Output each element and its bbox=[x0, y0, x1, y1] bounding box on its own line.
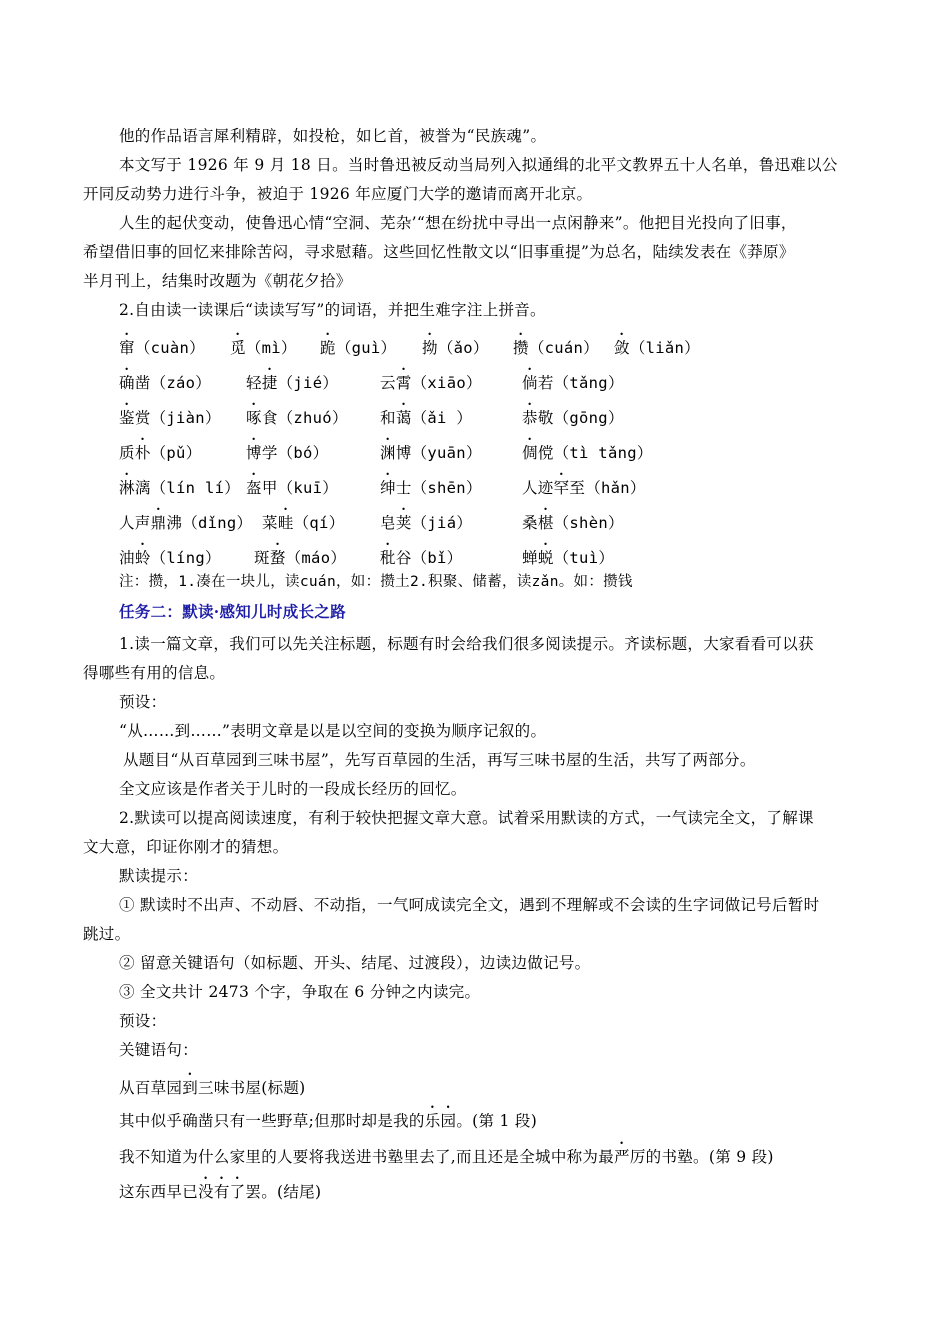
tip-one-line-1: ① 默读时不出声、不动唇、不动指，一气呵成读完全文，遇到不理解或不会读的生字词做记号后暂时 bbox=[119, 896, 820, 914]
vocab-word: 绅士（shēn） bbox=[380, 479, 482, 497]
vocab-word: 博学（bó） bbox=[246, 444, 329, 462]
vocab-word: 倘若（tǎng） bbox=[522, 374, 624, 392]
key-sentences-label: 关键语句： bbox=[119, 1041, 199, 1059]
tip-one-line-2: 跳过。 bbox=[83, 925, 131, 943]
key-sentence-opening: 其中似乎确凿只有一些野草;但那时却是我的乐园。(第 1 段) bbox=[119, 1112, 538, 1130]
vocab-word: 攒（cuán） bbox=[513, 339, 599, 357]
vocab-note: 注：攒，1.凑在一块儿，读cuán，如：攒土2.积聚、储蓄，读zǎn。如：攒钱 bbox=[119, 574, 633, 590]
paragraph-lu-xun-style: 他的作品语言犀利精辟，如投枪，如匕首，被誉为“民族魂”。 bbox=[119, 127, 547, 145]
vocab-word: 油蛉（líng） bbox=[119, 549, 221, 567]
tip-two: ② 留意关键语句（如标题、开头、结尾、过渡段），边读边做记号。 bbox=[119, 954, 591, 972]
question-one-line-2: 得哪些有用的信息。 bbox=[83, 664, 226, 682]
key-sentence-transition: 我不知道为什么家里的人要将我送进书塾里去了,而且还是全城中称为最严厉的书塾。(第 9 段) bbox=[119, 1148, 774, 1166]
paragraph-background-2: 开同反动势力进行斗争，被迫于 1926 年应厦门大学的邀请而离开北京。 bbox=[83, 185, 593, 203]
vocab-word: 人声鼎沸（dǐng） bbox=[119, 514, 253, 532]
vocab-word: 和蔼（ǎi ） bbox=[380, 409, 473, 427]
vocab-instruction: 2.自由读一读课后“读读写写”的词语，并把生难字注上拼音。 bbox=[119, 301, 546, 319]
vocab-word: 蝉蜕（tuì） bbox=[522, 549, 615, 567]
silent-reading-tips-label: 默读提示： bbox=[119, 867, 199, 885]
vocab-word: 轻捷（jié） bbox=[246, 374, 339, 392]
vocab-word: 啄食（zhuó） bbox=[246, 409, 348, 427]
vocab-word: 质朴（pǔ） bbox=[119, 444, 202, 462]
answer-two-parts: 从题目“从百草园到三味书屋”，先写百草园的生活，再写三味书屋的生活，共写了两部分。 bbox=[123, 751, 756, 769]
paragraph-mood-1: 人生的起伏变动，使鲁迅心情“空洞、芜杂’“想在纷扰中寻出一点闲静来”。他把目光投向了旧事， bbox=[119, 214, 797, 232]
answer-memory: 全文应该是作者关于儿时的一段成长经历的回忆。 bbox=[119, 780, 467, 798]
vocab-word: 确凿（záo） bbox=[119, 374, 212, 392]
vocab-word: 盔甲（kuī） bbox=[246, 479, 339, 497]
preset-label: 预设： bbox=[119, 693, 167, 711]
vocab-word: 倜傥（tì tǎng） bbox=[522, 444, 653, 462]
vocab-word: 淋漓（lín lí） bbox=[119, 479, 241, 497]
paragraph-mood-3: 半月刊上，结集时改题为《朝花夕拾》 bbox=[83, 272, 352, 290]
task-two-heading: 任务二：默读·感知儿时成长之路 bbox=[119, 602, 346, 621]
vocab-word: 鉴赏（jiàn） bbox=[119, 409, 221, 427]
vocab-word: 敛（liǎn） bbox=[614, 339, 700, 357]
vocab-word: 窜（cuàn） bbox=[119, 339, 205, 357]
vocab-word: 菜畦（qí） bbox=[262, 514, 345, 532]
vocab-word: 觅（mì） bbox=[230, 339, 297, 357]
paragraph-background-1: 本文写于 1926 年 9 月 18 日。当时鲁迅被反动当局列入拟通缉的北平文教界五十人名单，鲁迅难以公 bbox=[119, 156, 838, 174]
vocab-word: 人迹罕至（hǎn） bbox=[522, 479, 646, 497]
vocab-word: 秕谷（bǐ） bbox=[380, 549, 463, 567]
answer-from-to: “从……到……”表明文章是以是以空间的变换为顺序记叙的。 bbox=[119, 722, 547, 740]
vocab-word: 斑蝥（máo） bbox=[254, 549, 347, 567]
key-sentence-title: 从百草园到三味书屋(标题) bbox=[119, 1079, 306, 1097]
tip-three: ③ 全文共计 2473 个字，争取在 6 分钟之内读完。 bbox=[119, 983, 481, 1001]
key-sentence-ending: 这东西早已没有了罢。(结尾) bbox=[119, 1183, 322, 1201]
vocab-word: 拗（ǎo） bbox=[422, 339, 489, 357]
question-one-line-1: 1.读一篇文章，我们可以先关注标题，标题有时会给我们很多阅读提示。齐读标题，大家看看可以获 bbox=[119, 635, 814, 653]
question-two-line-2: 文大意，印证你刚才的猜想。 bbox=[83, 838, 289, 856]
vocab-word: 渊博（yuān） bbox=[380, 444, 482, 462]
preset-label-2: 预设： bbox=[119, 1012, 167, 1030]
vocab-word: 皂荚（jiá） bbox=[380, 514, 473, 532]
question-two-line-1: 2.默读可以提高阅读速度，有利于较快把握文章大意。试着采用默读的方式，一气读完全文，了解课 bbox=[119, 809, 814, 827]
paragraph-mood-2: 希望借旧事的回忆来排除苦闷，寻求慰藉。这些回忆性散文以“旧事重提”为总名，陆续发表在《莽原》 bbox=[83, 243, 795, 261]
vocab-word: 跪（guì） bbox=[320, 339, 397, 357]
vocab-word: 云霄（xiāo） bbox=[380, 374, 482, 392]
vocab-word: 恭敬（gōng） bbox=[522, 409, 624, 427]
vocab-word: 桑椹（shèn） bbox=[522, 514, 624, 532]
